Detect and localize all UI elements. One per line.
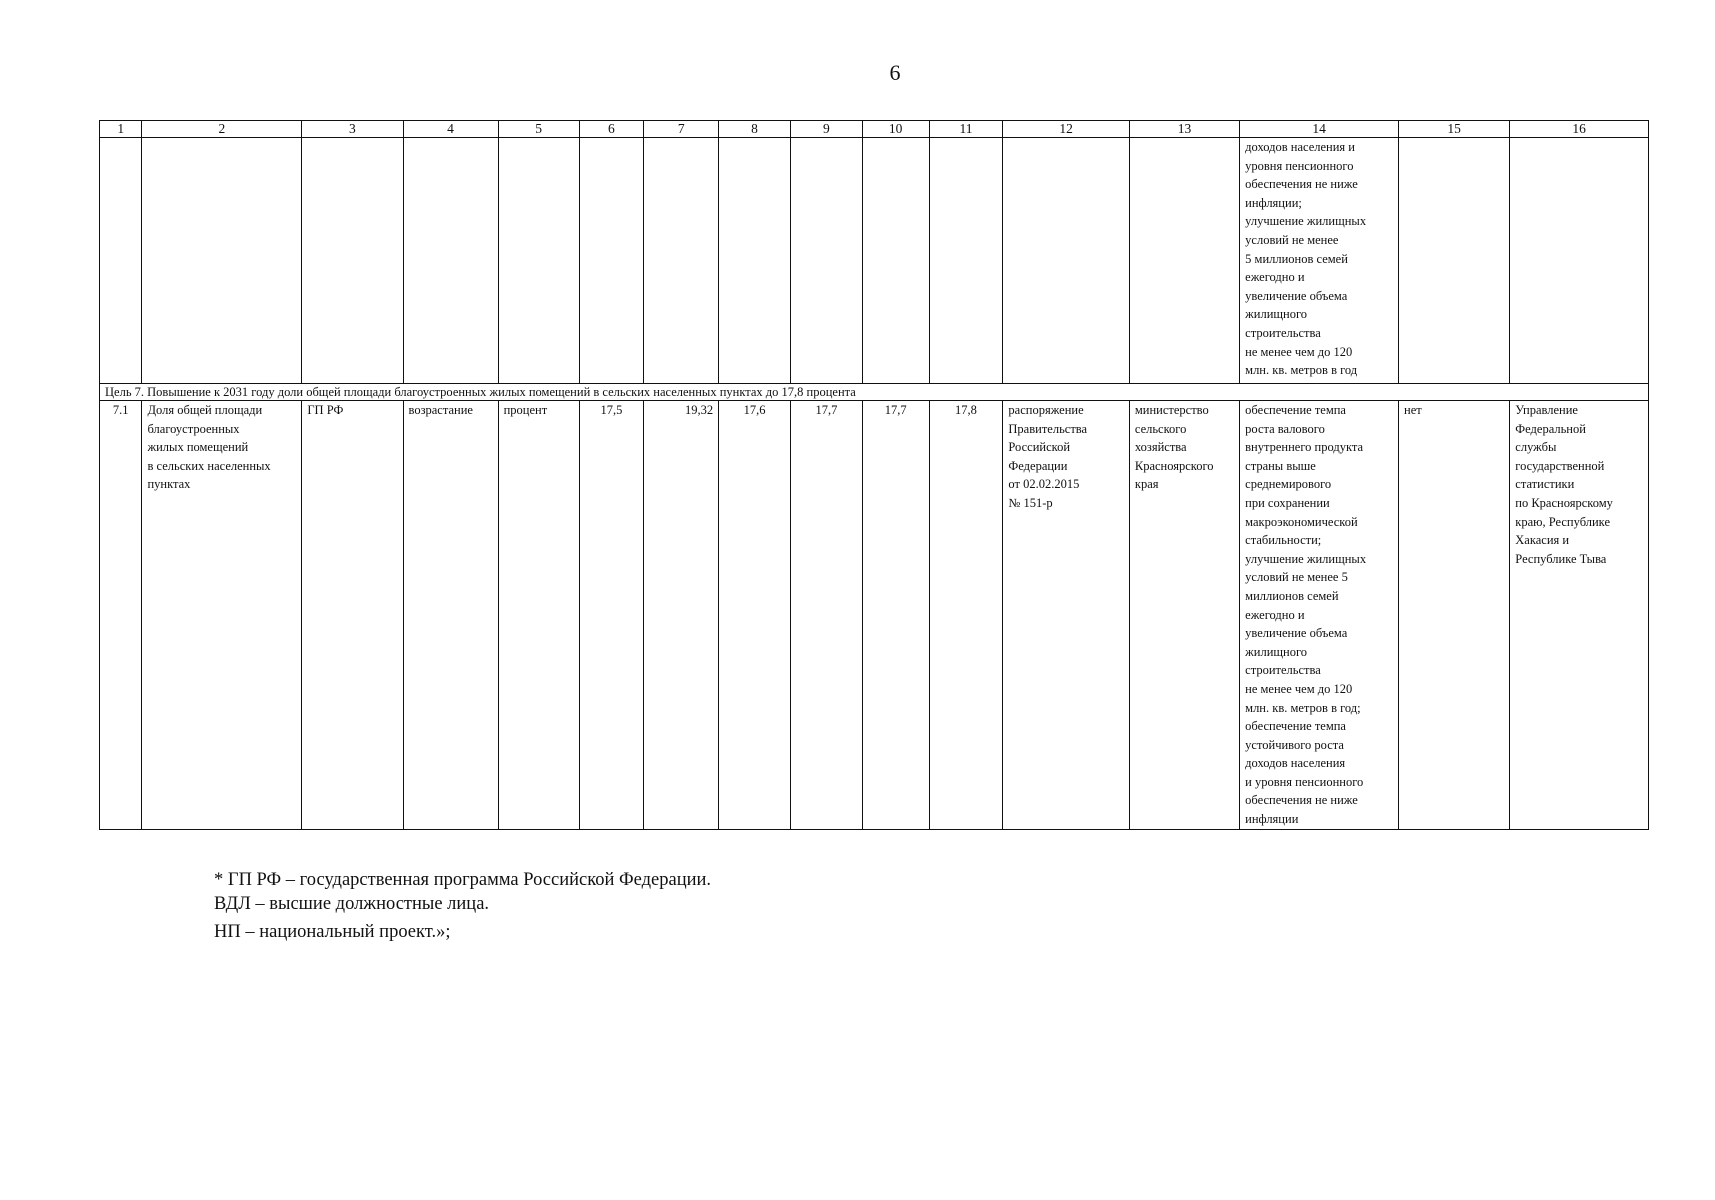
table-cell (579, 138, 644, 384)
header-cell: 3 (302, 121, 403, 138)
footnotes (214, 868, 711, 944)
table-cell (498, 138, 579, 384)
table-cell (403, 138, 498, 384)
table-cell (929, 138, 1003, 384)
header-cell: 11 (929, 121, 1003, 138)
column-number-row (100, 121, 1649, 138)
legal-basis: распоряжение Правительства Российской Федерации от 02.02.2015 № 151-р (1003, 401, 1129, 830)
indicator-name: Доля общей площади благоустроенных жилых помещений в сельских населенных пунктах (142, 401, 302, 830)
header-cell: 8 (719, 121, 791, 138)
footnote-gp-rf: * ГП РФ – государственная программа Российской Федерации. (214, 870, 712, 890)
header-cell: 6 (579, 121, 644, 138)
header-cell: 5 (498, 121, 579, 138)
header-cell: 2 (142, 121, 302, 138)
indicator-unit: процент (498, 401, 579, 830)
value-col7: 19,32 (644, 401, 719, 830)
indicator-trend: возрастание (403, 401, 498, 830)
table-cell (1003, 138, 1129, 384)
data-source: Управление Федеральной службы государственной статистики по Красноярскому краю, Республике Хакасия и Республике Тыва (1510, 401, 1649, 830)
footnote-vdl: ВДЛ – высшие должностные лица. (214, 894, 490, 914)
continuation-col14: доходов населения и уровня пенсионного обеспечения не ниже инфляции; улучшение жилищных условий не менее 5 миллионов семей ежегодно и увеличение объема жилищного строительства не менее чем до 120 млн. кв. метров в год (1240, 138, 1399, 384)
value-col9: 17,7 (790, 401, 862, 830)
indicator-source: ГП РФ (302, 401, 403, 830)
value-col8: 17,6 (719, 401, 791, 830)
value-col10: 17,7 (862, 401, 929, 830)
national-goals: обеспечение темпа роста валового внутреннего продукта страны выше среднемирового при сохранении макроэкономической стабильности; улучшение жилищных условий не менее 5 миллионов семей ежегодно и увеличение объема жилищного строительства не менее чем до 120 млн. кв. метров в год; обеспечение темпа устойчивого роста доходов населения и уровня пенсионного обеспечения не ниже инфляции (1240, 401, 1399, 830)
page-number: 6 (889, 60, 901, 85)
indicator-number: 7.1 (100, 401, 142, 830)
goal-row (100, 384, 1649, 401)
header-cell: 7 (644, 121, 719, 138)
header-cell: 1 (100, 121, 142, 138)
responsible-body: министерство сельского хозяйства Красноярского края (1129, 401, 1239, 830)
header-cell: 4 (403, 121, 498, 138)
col15-value: нет (1399, 401, 1510, 830)
header-cell: 10 (862, 121, 929, 138)
value-col6: 17,5 (579, 401, 644, 830)
table-row (100, 401, 1649, 830)
table-cell (100, 138, 142, 384)
header-cell: 16 (1510, 121, 1649, 138)
header-cell: 13 (1129, 121, 1239, 138)
table-cell (790, 138, 862, 384)
continuation-row (100, 138, 1649, 384)
header-cell: 14 (1240, 121, 1399, 138)
header-cell: 12 (1003, 121, 1129, 138)
header-cell: 9 (790, 121, 862, 138)
indicators-table (99, 120, 1649, 830)
table-cell (142, 138, 302, 384)
table-cell (1510, 138, 1649, 384)
table-cell (862, 138, 929, 384)
goal-7-title: Цель 7. Повышение к 2031 году доли общей площади благоустроенных жилых помещений в сельских населенных пунктах до 17,8 процента (100, 384, 1649, 401)
table-cell (1129, 138, 1239, 384)
table-cell (719, 138, 791, 384)
table-cell (644, 138, 719, 384)
footnote-np: НП – национальный проект.»; (214, 922, 451, 942)
table-cell (302, 138, 403, 384)
value-col11: 17,8 (929, 401, 1003, 830)
table-cell (1399, 138, 1510, 384)
header-cell: 15 (1399, 121, 1510, 138)
